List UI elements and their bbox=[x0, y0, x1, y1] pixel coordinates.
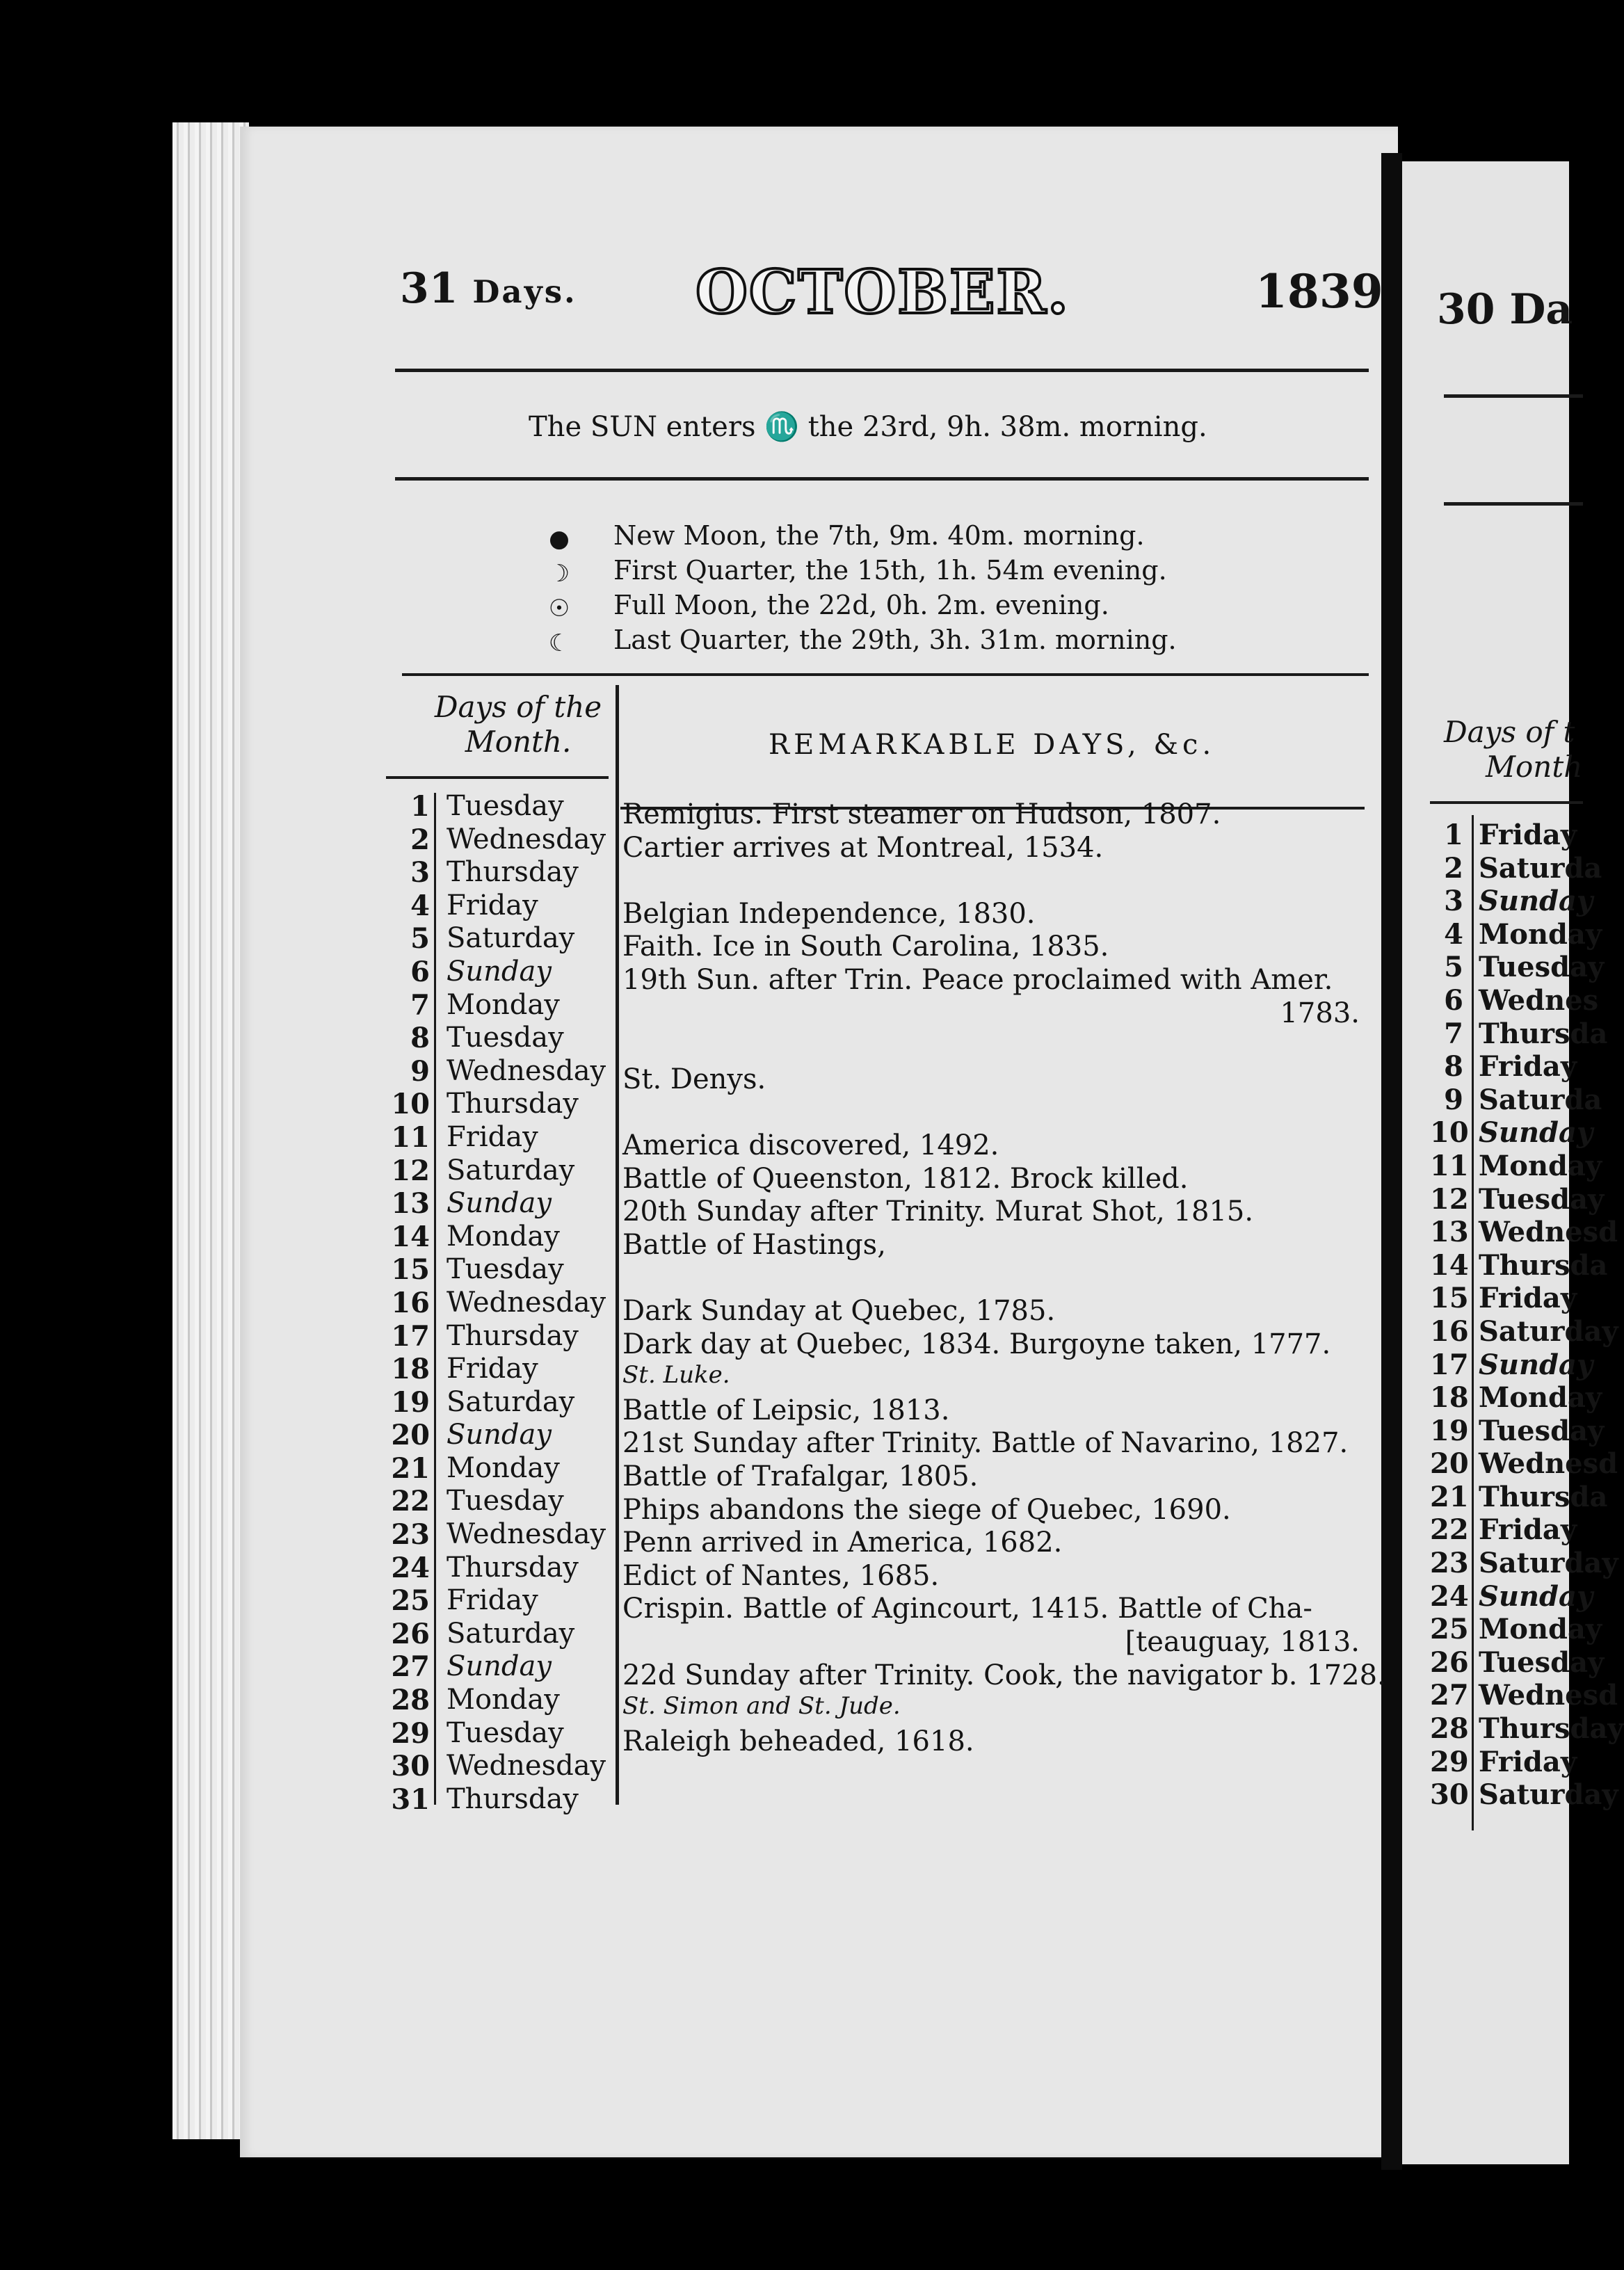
day-number: 14 bbox=[391, 1220, 430, 1253]
right-day-name: Wednes bbox=[1479, 983, 1599, 1017]
right-day-number: 8 bbox=[1444, 1050, 1463, 1084]
days-count bbox=[400, 264, 577, 313]
right-col-head-line1: Days of t bbox=[1444, 715, 1575, 749]
right-day-name: Friday bbox=[1479, 1050, 1577, 1084]
year: 1839 bbox=[1255, 264, 1383, 319]
day-number: 6 bbox=[410, 955, 430, 988]
right-sun-rule bbox=[1444, 502, 1583, 506]
day-name: Wednesday bbox=[447, 1054, 606, 1087]
day-name: Thursday bbox=[447, 856, 579, 889]
remarkable-day-entry: 1783. bbox=[1280, 997, 1360, 1029]
full-moon-icon: ☉ bbox=[548, 595, 570, 622]
moon-phase-text: First Quarter, the 15th, 1h. 54m evening. bbox=[613, 555, 1167, 586]
day-number: 8 bbox=[410, 1022, 430, 1055]
moon-phase-text: Last Quarter, the 29th, 3h. 31m. morning. bbox=[613, 625, 1177, 655]
column-divider bbox=[616, 685, 619, 1805]
right-day-name: Sunday bbox=[1479, 1579, 1593, 1613]
remarkable-day-entry: Cartier arrives at Montreal, 1534. bbox=[622, 831, 1104, 864]
remarkable-day-entry: [teauguay, 1813. bbox=[1125, 1626, 1360, 1658]
right-day-name: Thursda bbox=[1479, 1248, 1608, 1282]
day-name: Saturday bbox=[447, 922, 575, 955]
right-days-count: 30 Da bbox=[1437, 285, 1573, 334]
day-number: 5 bbox=[410, 922, 430, 956]
right-page bbox=[1402, 161, 1624, 2164]
day-number: 30 bbox=[391, 1750, 430, 1783]
right-day-number: 16 bbox=[1430, 1314, 1469, 1348]
day-number: 11 bbox=[391, 1120, 430, 1154]
right-day-name: Saturda bbox=[1479, 1083, 1602, 1116]
day-number: 21 bbox=[391, 1451, 430, 1485]
remarkable-day-entry: St. Luke. bbox=[622, 1361, 730, 1390]
col-head-remarkable: REMARKABLE DAYS, &c. bbox=[769, 729, 1216, 761]
day-name: Wednesday bbox=[447, 1750, 606, 1782]
right-day-name: Sunday bbox=[1479, 885, 1593, 918]
right-day-number: 30 bbox=[1430, 1778, 1469, 1812]
day-number: 29 bbox=[391, 1716, 430, 1750]
right-day-name: Tuesday bbox=[1479, 1414, 1605, 1447]
right-day-number: 29 bbox=[1430, 1745, 1469, 1778]
day-number: 15 bbox=[391, 1253, 430, 1287]
remarkable-day-entry: America discovered, 1492. bbox=[622, 1129, 999, 1161]
remarkable-day-entry: 20th Sunday after Trinity. Murat Shot, 1815. bbox=[622, 1196, 1254, 1228]
day-name: Tuesday bbox=[447, 1022, 564, 1054]
col-head-days-line1: Days of the bbox=[434, 690, 602, 724]
day-number: 10 bbox=[391, 1088, 430, 1121]
day-name: Monday bbox=[447, 1220, 560, 1253]
day-name: Wednesday bbox=[447, 1518, 606, 1551]
right-day-name: Tuesday bbox=[1479, 1182, 1605, 1216]
day-number: 19 bbox=[391, 1385, 430, 1419]
right-day-number: 26 bbox=[1430, 1645, 1469, 1679]
day-name: Tuesday bbox=[447, 1485, 564, 1518]
right-day-number: 5 bbox=[1444, 951, 1463, 984]
right-day-name: Friday bbox=[1479, 1745, 1577, 1778]
day-name: Friday bbox=[447, 1584, 538, 1617]
day-number: 7 bbox=[410, 988, 430, 1022]
right-day-name: Sunday bbox=[1479, 1348, 1593, 1381]
remarkable-day-entry: Battle of Queenston, 1812. Brock killed. bbox=[622, 1162, 1189, 1195]
day-name: Saturday bbox=[447, 1385, 575, 1418]
right-day-number: 18 bbox=[1430, 1381, 1469, 1415]
right-day-name: Sunday bbox=[1479, 1116, 1593, 1150]
right-day-name: Wednesd bbox=[1479, 1216, 1618, 1249]
day-name: Monday bbox=[447, 1451, 560, 1484]
day-number: 17 bbox=[391, 1319, 430, 1353]
day-number: 24 bbox=[391, 1551, 430, 1584]
day-number: 27 bbox=[391, 1650, 430, 1684]
page-edges bbox=[172, 122, 249, 2139]
day-name: Thursday bbox=[447, 1088, 579, 1120]
right-day-number: 13 bbox=[1430, 1216, 1469, 1249]
day-name: Thursday bbox=[447, 1319, 579, 1352]
right-day-number: 11 bbox=[1430, 1149, 1469, 1182]
day-name: Tuesday bbox=[447, 1253, 564, 1286]
right-day-name: Tuesday bbox=[1479, 951, 1605, 984]
remarkable-day-entry: Faith. Ice in South Carolina, 1835. bbox=[622, 931, 1109, 963]
right-day-name: Friday bbox=[1479, 1513, 1577, 1547]
new-moon-icon: ● bbox=[549, 525, 570, 553]
table-top-rule bbox=[402, 673, 1369, 676]
right-header-rule bbox=[1444, 394, 1583, 398]
right-day-name: Thursda bbox=[1479, 1480, 1608, 1513]
days-count-word: Days. bbox=[472, 273, 577, 310]
right-day-number: 2 bbox=[1444, 851, 1463, 885]
right-day-number: 19 bbox=[1430, 1414, 1469, 1447]
right-day-number: 17 bbox=[1430, 1348, 1469, 1381]
day-number: 31 bbox=[391, 1782, 430, 1816]
right-day-name: Wednesd bbox=[1479, 1447, 1618, 1481]
day-number: 26 bbox=[391, 1617, 430, 1650]
remarkable-day-entry: St. Simon and St. Jude. bbox=[622, 1692, 901, 1721]
right-day-name: Monday bbox=[1479, 1381, 1602, 1415]
col-head-days-line2: Month. bbox=[465, 725, 572, 759]
day-name: Monday bbox=[447, 1684, 560, 1716]
day-number: 3 bbox=[410, 856, 430, 890]
day-name: Sunday bbox=[447, 1650, 552, 1683]
right-number-divider bbox=[1472, 815, 1474, 1830]
day-number: 13 bbox=[391, 1187, 430, 1221]
col-head-days bbox=[414, 690, 622, 759]
days-count-number: 31 bbox=[400, 264, 458, 313]
day-number: 22 bbox=[391, 1485, 430, 1518]
right-day-name: Friday bbox=[1479, 819, 1577, 851]
day-number: 9 bbox=[410, 1054, 430, 1088]
right-day-number: 4 bbox=[1444, 917, 1463, 951]
right-day-number: 7 bbox=[1444, 1017, 1463, 1050]
day-number: 28 bbox=[391, 1684, 430, 1717]
day-name: Friday bbox=[447, 889, 538, 921]
right-day-number: 22 bbox=[1430, 1513, 1469, 1547]
remarkable-day-entry: Crispin. Battle of Agincourt, 1415. Battle of Cha- bbox=[622, 1593, 1312, 1625]
day-number: 25 bbox=[391, 1584, 430, 1618]
right-day-number: 25 bbox=[1430, 1613, 1469, 1646]
right-day-name: Monday bbox=[1479, 1613, 1602, 1646]
moon-phase-text: Full Moon, the 22d, 0h. 2m. evening. bbox=[613, 590, 1109, 620]
right-day-number: 10 bbox=[1430, 1116, 1469, 1150]
remarkable-day-entry: Battle of Trafalgar, 1805. bbox=[622, 1460, 979, 1492]
right-day-name: Saturday bbox=[1479, 1778, 1618, 1812]
right-day-number: 28 bbox=[1430, 1712, 1469, 1746]
remarkable-day-entry: Remigius. First steamer on Hudson, 1807. bbox=[622, 798, 1221, 830]
day-name: Saturday bbox=[447, 1617, 575, 1650]
day-name: Wednesday bbox=[447, 823, 606, 855]
remarkable-day-entry: Battle of Leipsic, 1813. bbox=[622, 1394, 950, 1426]
moon-phase-text: New Moon, the 7th, 9m. 40m. morning. bbox=[613, 520, 1145, 551]
sun-rule bbox=[395, 477, 1369, 481]
right-days-head-rule bbox=[1430, 801, 1583, 804]
right-col-head-line2: Month bbox=[1486, 750, 1583, 784]
day-number: 20 bbox=[391, 1419, 430, 1452]
remarkable-day-entry: Penn arrived in America, 1682. bbox=[622, 1527, 1063, 1559]
book-gutter bbox=[1381, 153, 1402, 2170]
remarkable-day-entry: Phips abandons the siege of Quebec, 1690. bbox=[622, 1493, 1231, 1526]
right-day-name: Saturday bbox=[1479, 1314, 1618, 1348]
day-number: 18 bbox=[391, 1353, 430, 1386]
right-day-number: 3 bbox=[1444, 885, 1463, 918]
right-day-number: 12 bbox=[1430, 1182, 1469, 1216]
day-name: Tuesday bbox=[447, 790, 564, 822]
remarkable-day-entry: Belgian Independence, 1830. bbox=[622, 897, 1036, 930]
header-rule bbox=[395, 369, 1369, 372]
right-day-number: 15 bbox=[1430, 1282, 1469, 1315]
sun-entry-line: The SUN enters ♏ the 23rd, 9h. 38m. morning. bbox=[529, 411, 1207, 443]
remarkable-day-entry: 19th Sun. after Trin. Peace proclaimed with Amer. bbox=[622, 964, 1333, 996]
right-col-head-days bbox=[1444, 715, 1582, 784]
day-name: Wednesday bbox=[447, 1286, 606, 1319]
day-name: Friday bbox=[447, 1120, 538, 1153]
day-name: Saturday bbox=[447, 1154, 575, 1186]
day-number: 12 bbox=[391, 1154, 430, 1187]
remarkable-day-entry: Edict of Nantes, 1685. bbox=[622, 1559, 940, 1592]
right-day-number: 20 bbox=[1430, 1447, 1469, 1481]
remarkable-day-entry: St. Denys. bbox=[622, 1063, 766, 1095]
month-title: OCTOBER. bbox=[696, 257, 1070, 328]
remarkable-day-entry: 22d Sunday after Trinity. Cook, the navigator b. 1728. bbox=[622, 1659, 1386, 1691]
right-day-name: Monday bbox=[1479, 917, 1602, 951]
day-name: Sunday bbox=[447, 1419, 552, 1451]
day-name: Thursday bbox=[447, 1782, 579, 1815]
right-day-name: Saturday bbox=[1479, 1547, 1618, 1580]
right-day-name: Wednesd bbox=[1479, 1679, 1618, 1712]
right-day-name: Saturda bbox=[1479, 851, 1602, 885]
remarkable-day-entry: Battle of Hastings, bbox=[622, 1228, 886, 1261]
remarkable-day-entry: Raleigh beheaded, 1618. bbox=[622, 1725, 974, 1757]
remarkable-day-entry: Dark Sunday at Quebec, 1785. bbox=[622, 1295, 1056, 1327]
days-head-rule bbox=[386, 776, 609, 779]
right-day-number: 9 bbox=[1444, 1083, 1463, 1116]
right-day-name: Thursday bbox=[1479, 1712, 1624, 1746]
remarkable-day-entry: 21st Sunday after Trinity. Battle of Navarino, 1827. bbox=[622, 1427, 1349, 1460]
day-name: Thursday bbox=[447, 1551, 579, 1584]
last-quarter-icon: ☾ bbox=[548, 629, 570, 657]
right-day-name: Monday bbox=[1479, 1149, 1602, 1182]
right-day-name: Tuesday bbox=[1479, 1645, 1605, 1679]
right-day-number: 21 bbox=[1430, 1480, 1469, 1513]
day-number: 2 bbox=[410, 823, 430, 856]
first-quarter-icon: ☽ bbox=[548, 560, 570, 588]
day-name: Sunday bbox=[447, 955, 552, 988]
number-divider bbox=[434, 793, 436, 1805]
day-name: Tuesday bbox=[447, 1716, 564, 1749]
right-day-name: Friday bbox=[1479, 1282, 1577, 1315]
right-day-number: 6 bbox=[1444, 983, 1463, 1017]
day-number: 23 bbox=[391, 1518, 430, 1552]
right-day-name: Thursda bbox=[1479, 1017, 1608, 1050]
right-day-number: 23 bbox=[1430, 1547, 1469, 1580]
day-number: 1 bbox=[410, 790, 430, 823]
day-name: Sunday bbox=[447, 1187, 552, 1220]
right-day-number: 24 bbox=[1430, 1579, 1469, 1613]
right-day-number: 1 bbox=[1444, 819, 1463, 851]
day-number: 16 bbox=[391, 1286, 430, 1319]
remarkable-day-entry: Dark day at Quebec, 1834. Burgoyne taken, 1777. bbox=[622, 1328, 1331, 1360]
day-name: Friday bbox=[447, 1353, 538, 1385]
right-day-number: 14 bbox=[1430, 1248, 1469, 1282]
right-day-number: 27 bbox=[1430, 1679, 1469, 1712]
day-number: 4 bbox=[410, 889, 430, 922]
day-name: Monday bbox=[447, 988, 560, 1021]
